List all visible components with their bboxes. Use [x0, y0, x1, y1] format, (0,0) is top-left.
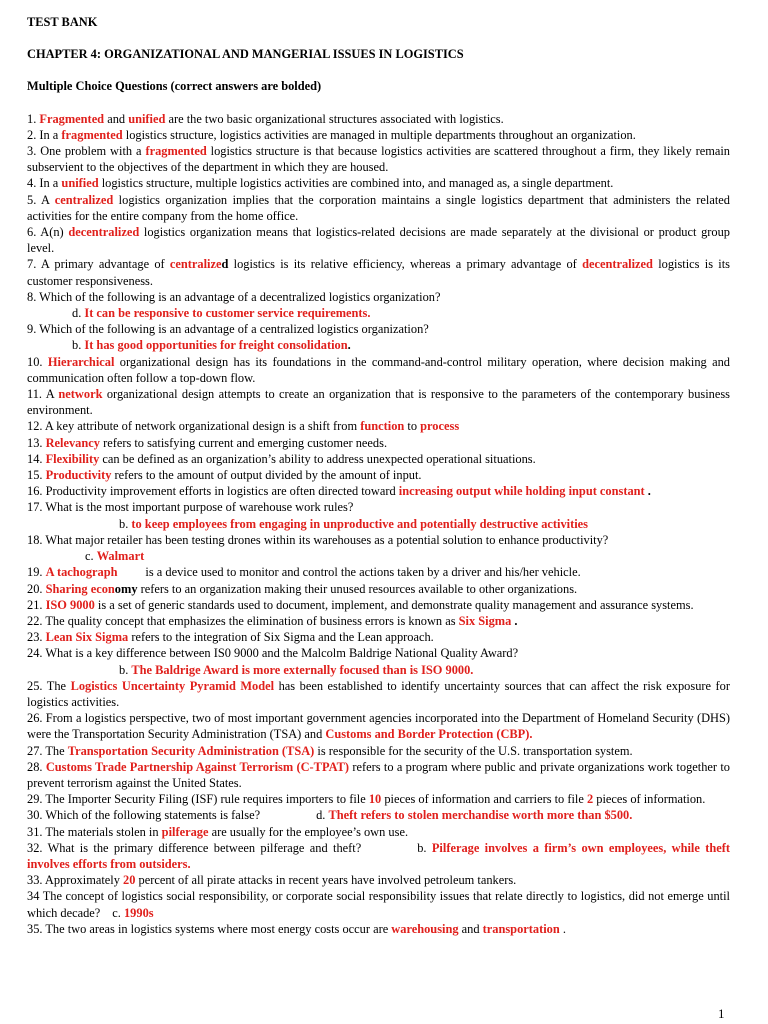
- question-15: 15. Productivity refers to the amount of output divided by the amount of input.: [27, 468, 422, 483]
- answer: Relevancy: [45, 435, 100, 450]
- answer: to keep employees from engaging in unproductive and potentially destructive activities: [131, 516, 588, 531]
- question-6: 6. A(n) decentralized logistics organization means that logistics-related decisions are made separately at the divisional or product group level.: [27, 225, 731, 256]
- question-21: 21. ISO 9000 is a set of generic standards used to document, implement, and demonstrate quality management and assurance systems.: [27, 597, 694, 612]
- question-5: 5. A centralized logistics organization implies that the corporation maintains a single logistics department that administers the related activities for the entire company from the home office.: [27, 192, 730, 223]
- answer: warehousing: [391, 921, 459, 936]
- answer: Pilferage involves a firm’s own employees, while theft involves efforts from outsiders.: [27, 840, 730, 871]
- answer: It has good opportunities for freight consolidation: [84, 338, 348, 353]
- question-27: 27. The Transportation Security Administration (TSA) is responsible for the security of the U.S. transportation system.: [27, 743, 633, 758]
- question-29: 29. The Importer Security Filing (ISF) rule requires importers to file 10 pieces of information and carriers to file 2 pieces of information.: [27, 792, 706, 807]
- answer: 20: [123, 873, 136, 888]
- answer: Transportation Security Administration (TSA): [67, 743, 315, 758]
- answer: function: [360, 419, 405, 434]
- question-24: 24. What is a key difference between IS0 9000 and the Malcolm Baldrige National Quality Award?: [27, 646, 519, 661]
- question-16: 16. Productivity improvement efforts in logistics are often directed toward increasing output while holding input constant .: [27, 484, 651, 499]
- answer: ISO 9000: [45, 597, 95, 612]
- answer: pilferage: [161, 824, 209, 839]
- question-14: 14. Flexibility can be defined as an organization’s ability to address unexpected operational situations.: [27, 451, 536, 466]
- answer: It can be responsive to customer service requirements.: [84, 306, 371, 321]
- answer: decentralized: [68, 225, 140, 240]
- question-30: 30. Which of the following statements is false? d. Theft refers to stolen merchandise worth more than $500.: [27, 808, 633, 823]
- question-17: 17. What is the most important purpose of warehouse work rules?: [27, 500, 354, 515]
- answer: 10: [368, 792, 382, 807]
- page-number: 1: [718, 1006, 725, 1021]
- question-20: 20. Sharing economy refers to an organization making their unused resources available to other organizations.: [27, 581, 578, 596]
- answer: transportation: [482, 921, 560, 936]
- answer: Walmart: [96, 549, 145, 564]
- answer: decentralized: [582, 257, 653, 272]
- question-22: 22. The quality concept that emphasizes the elimination of business errors is known as Six Sigma .: [27, 613, 518, 628]
- answer: Fragmented: [39, 111, 105, 126]
- answer: Logistics Uncertainty Pyramid Model: [70, 678, 275, 693]
- question-8: 8. Which of the following is an advantage of a decentralized logistics organization?: [27, 289, 441, 304]
- answer: Flexibility: [45, 451, 100, 466]
- answer-8: d. It can be responsive to customer service requirements.: [72, 306, 371, 321]
- question-19: 19. A tachograph is a device used to monitor and control the actions taken by a driver and his/her vehicle.: [27, 565, 581, 580]
- question-25: 25. The Logistics Uncertainty Pyramid Model has been established to identify uncertainty sources that can affect the risk exposure for logistics activities.: [27, 678, 730, 709]
- question-32: 32. What is the primary difference between pilferage and theft? b. Pilferage involves a firm’s own employees, while theft involves efforts from outsiders.: [27, 840, 730, 871]
- answer-9: b. It has good opportunities for freight consolidation.: [72, 338, 351, 353]
- answer: network: [58, 387, 103, 402]
- question-3: 3. One problem with a fragmented logistics structure is that because logistics activities are scattered throughout a firm, they likely remain subservient to the objectives of the department in which they are housed.: [27, 144, 730, 175]
- answer: Lean Six Sigma: [45, 630, 129, 645]
- answer: A tachograph: [45, 565, 118, 580]
- answer: increasing output while holding input constant: [398, 484, 645, 499]
- question-10: 10. Hierarchical organizational design has its foundations in the command-and-control military operation, where decision making and communication often follow a top-down flow.: [27, 354, 731, 385]
- question-31: 31. The materials stolen in pilferage are usually for the employee’s own use.: [27, 824, 409, 839]
- answer: Six Sigma: [458, 613, 512, 628]
- answer: process: [420, 419, 460, 434]
- answer-17: b. to keep employees from engaging in unproductive and potentially destructive activities: [119, 516, 588, 531]
- question-34: 34 The concept of logistics social responsibility, or corporate social responsibility issues that relate directly to logistics, did not emerge until which decade? c. 1990s: [27, 889, 730, 920]
- answer: centralize: [169, 257, 222, 272]
- answer: centralized: [54, 192, 114, 207]
- question-12: 12. A key attribute of network organizational design is a shift from function to process: [27, 419, 460, 434]
- question-11: 11. A network organizational design attempts to create an organization that is responsive to the parameters of the contemporary business environment.: [27, 387, 730, 418]
- question-7: 7. A primary advantage of centralized logistics is its relative efficiency, whereas a primary advantage of decentralized logistics is its customer responsiveness.: [27, 257, 730, 288]
- question-13: 13. Relevancy refers to satisfying current and emerging customer needs.: [27, 435, 388, 450]
- question-2: 2. In a fragmented logistics structure, logistics activities are managed in multiple departments throughout an organization.: [27, 127, 636, 142]
- answer: Hierarchical: [47, 354, 115, 369]
- question-26: 26. From a logistics perspective, two of most important government agencies incorporated into the Department of Homeland Security (DHS) were the Transportation Security Administration (TSA) and Customs and Border Protection (CBP).: [27, 711, 730, 742]
- answer: Productivity: [45, 468, 112, 483]
- answer: unified: [61, 176, 99, 191]
- answer: fragmented: [61, 127, 123, 142]
- question-33: 33. Approximately 20 percent of all pirate attacks in recent years have involved petroleum tankers.: [27, 873, 517, 888]
- answer: The Baldrige Award is more externally focused than is ISO 9000.: [131, 662, 474, 677]
- answer-18: c. Walmart: [85, 549, 145, 564]
- answer: 2: [586, 792, 594, 807]
- question-9: 9. Which of the following is an advantage of a centralized logistics organization?: [27, 322, 429, 337]
- answer: Customs Trade Partnership Against Terrorism (C-TPAT): [45, 759, 350, 774]
- question-18: 18. What major retailer has been testing drones within its warehouses as a potential solution to enhance productivity?: [27, 532, 609, 547]
- answer: Theft refers to stolen merchandise worth more than $500.: [328, 808, 633, 823]
- test-bank-heading: TEST BANK: [27, 15, 98, 29]
- answer: fragmented: [145, 144, 207, 159]
- question-23: 23. Lean Six Sigma refers to the integration of Six Sigma and the Lean approach.: [27, 630, 434, 645]
- answer: unified: [128, 111, 166, 126]
- question-28: 28. Customs Trade Partnership Against Terrorism (C-TPAT) refers to a program where public and private organizations work together to prevent terrorism against the United States.: [27, 759, 730, 790]
- answer: Sharing econ: [45, 581, 115, 596]
- answer: Customs and Border Protection (CBP): [325, 727, 530, 742]
- answer-24: b. The Baldrige Award is more externally focused than is ISO 9000.: [119, 662, 474, 677]
- question-1: 1. Fragmented and unified are the two basic organizational structures associated with logistics.: [27, 111, 504, 126]
- question-4: 4. In a unified logistics structure, multiple logistics activities are combined into, and managed as, a single department.: [27, 176, 614, 191]
- chapter-title: CHAPTER 4: ORGANIZATIONAL AND MANGERIAL ISSUES IN LOGISTICS: [27, 47, 464, 62]
- test-bank-document: [27, 14, 730, 937]
- mcq-heading: Multiple Choice Questions (correct answers are bolded): [27, 79, 322, 94]
- question-35: 35. The two areas in logistics systems where most energy costs occur are warehousing and transportation .: [27, 921, 566, 936]
- answer: 1990s: [123, 905, 154, 920]
